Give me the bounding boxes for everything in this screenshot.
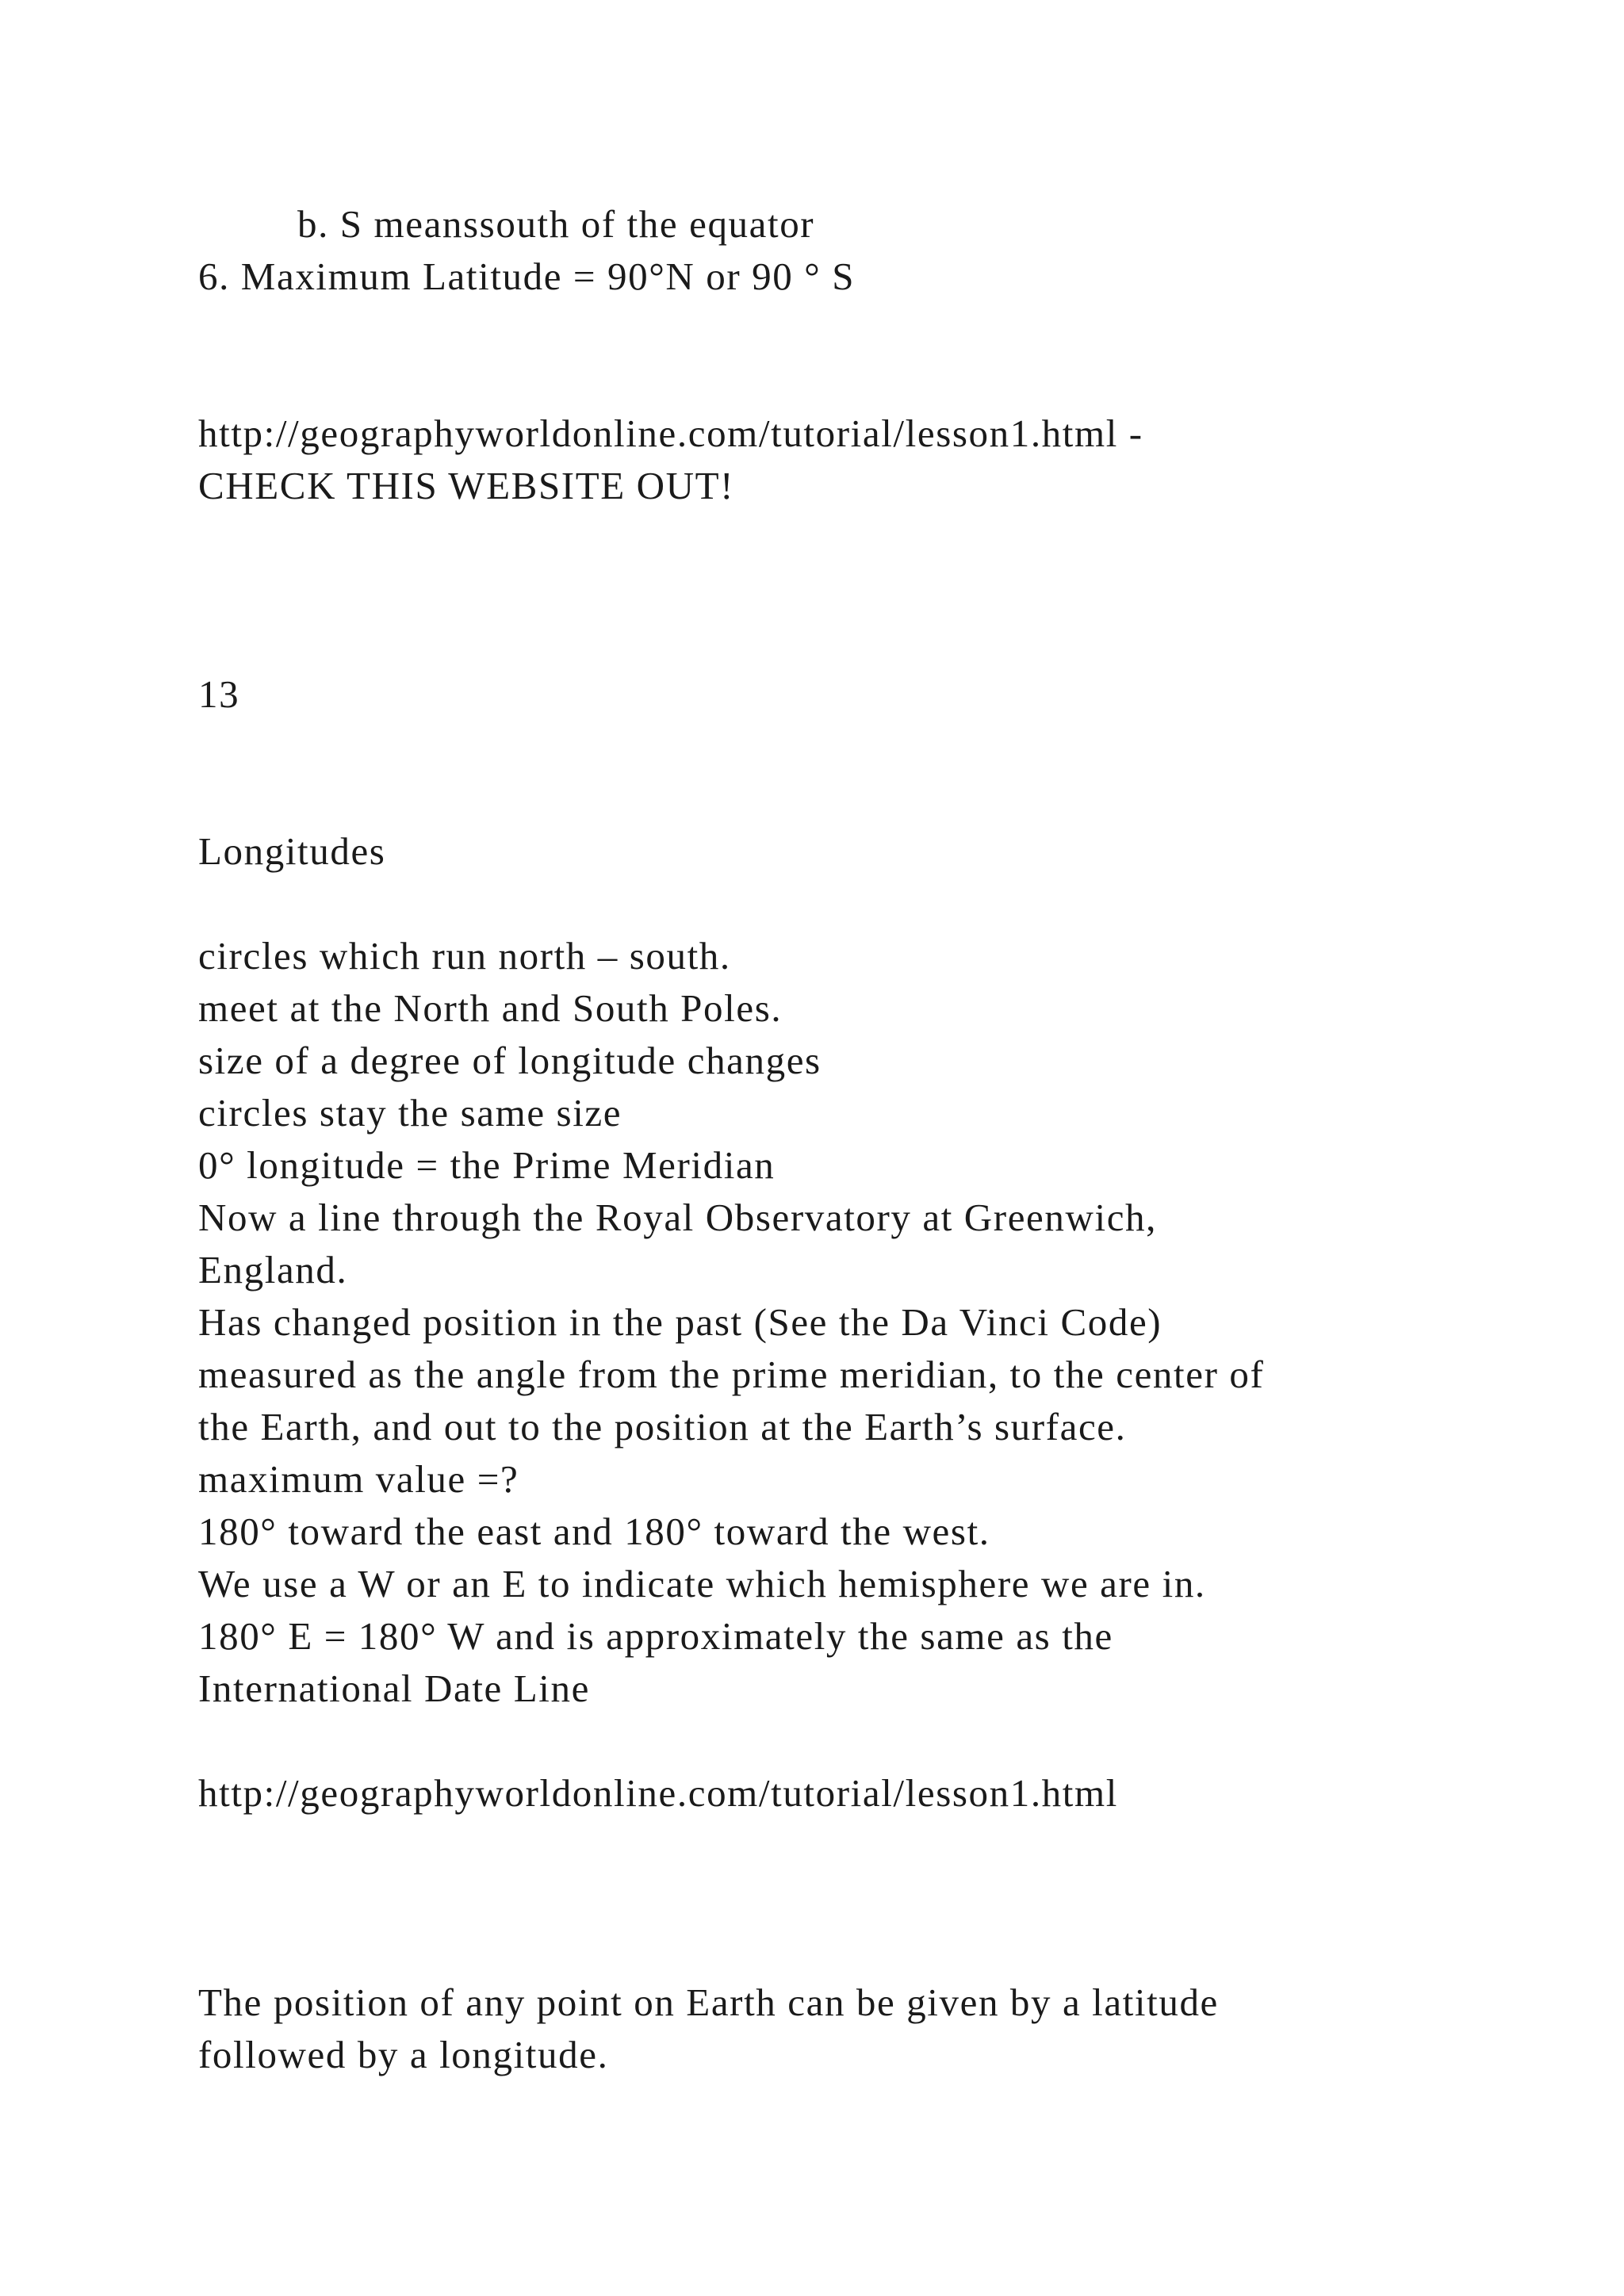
body-line: International Date Line: [198, 1667, 590, 1710]
body-line: Now a line through the Royal Observatory at Greenwich,: [198, 1196, 1157, 1239]
maximum-latitude-line: 6. Maximum Latitude = 90°N or 90 ° S: [198, 254, 856, 298]
website-link: http://geographyworldonline.com/tutorial/lesson1.html -: [198, 411, 1143, 455]
body-line: the Earth, and out to the position at the Earth’s surface.: [198, 1405, 1127, 1448]
latitude-note-b: b. S meanssouth of the equator: [297, 202, 815, 246]
body-line: maximum value =?: [198, 1457, 519, 1501]
body-line: measured as the angle from the prime meridian, to the center of: [198, 1353, 1265, 1396]
closing-line: The position of any point on Earth can be given by a latitude: [198, 1980, 1219, 2024]
body-line: circles stay the same size: [198, 1091, 622, 1135]
body-line: 180° toward the east and 180° toward the west.: [198, 1510, 990, 1553]
body-line: size of a degree of longitude changes: [198, 1039, 822, 1082]
body-line: 0° longitude = the Prime Meridian: [198, 1143, 776, 1187]
body-line: England.: [198, 1248, 348, 1292]
closing-line: followed by a longitude.: [198, 2033, 609, 2076]
body-line: We use a W or an E to indicate which hemisphere we are in.: [198, 1562, 1206, 1605]
website-callout: CHECK THIS WEBSITE OUT!: [198, 464, 735, 507]
slide-number: 13: [198, 672, 240, 716]
body-line: circles which run north – south.: [198, 934, 731, 978]
body-line: Has changed position in the past (See the Da Vinci Code): [198, 1300, 1162, 1344]
body-line: 180° E = 180° W and is approximately the same as the: [198, 1614, 1113, 1658]
body-line: meet at the North and South Poles.: [198, 986, 783, 1030]
section-heading: Longitudes: [198, 829, 386, 873]
reference-link: http://geographyworldonline.com/tutorial/lesson1.html: [198, 1771, 1118, 1815]
